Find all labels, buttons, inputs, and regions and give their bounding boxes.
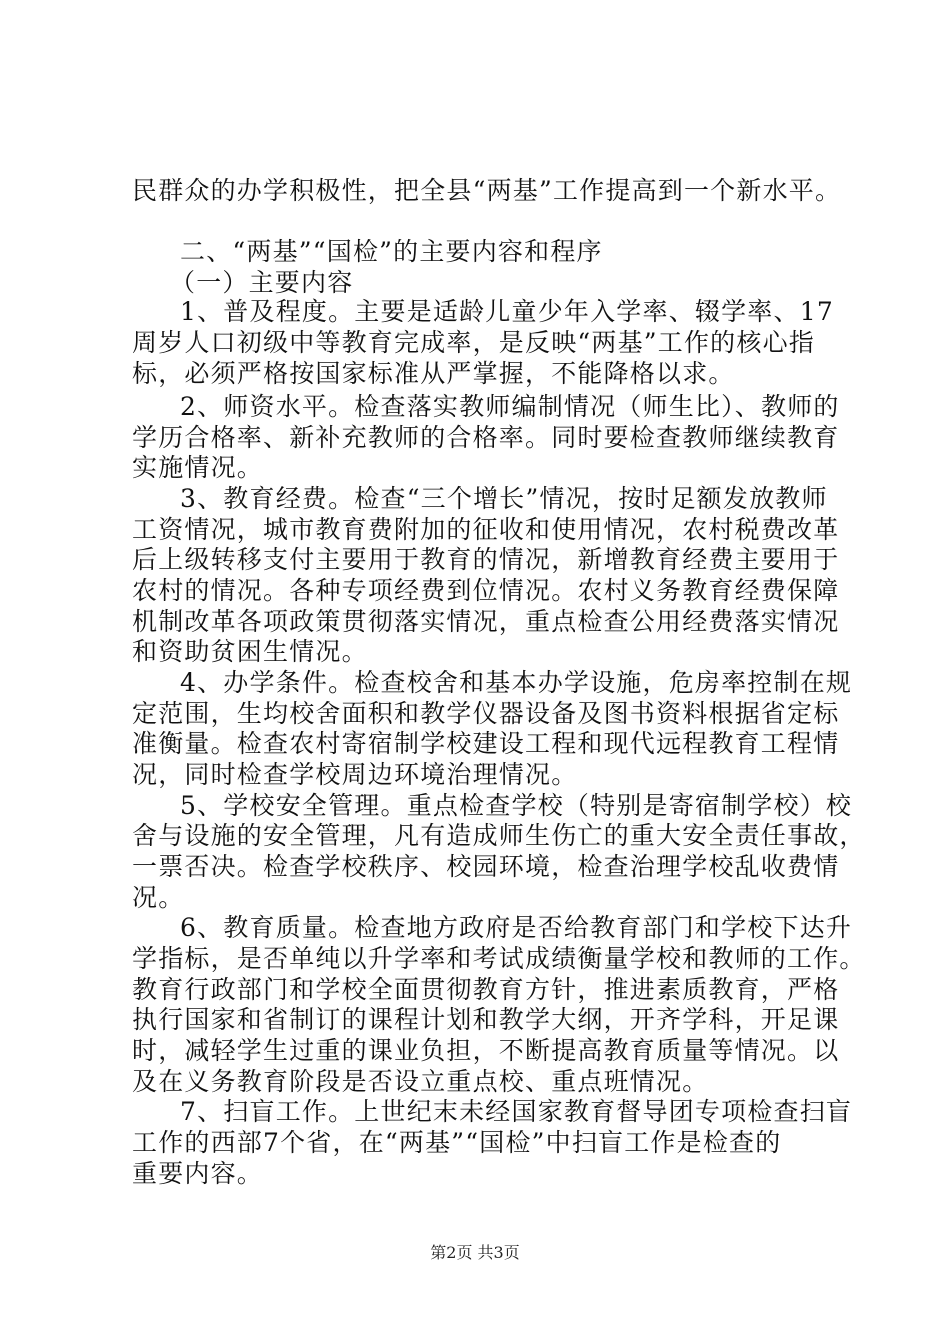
text-line: 4、办学条件。检查校舍和基本办学设施，危房率控制在规 <box>180 668 853 697</box>
text-line: 重要内容。 <box>132 1159 264 1188</box>
text-line: 工作的西部7个省，在“两基”“国检”中扫盲工作是检查的 <box>132 1128 782 1157</box>
text-line: 民群众的办学积极性，把全县“两基”工作提高到一个新水平。 <box>132 176 842 205</box>
text-line: 时，减轻学生过重的课业负担，不断提高教育质量等情况。以 <box>132 1036 840 1065</box>
text-line: 后上级转移支付主要用于教育的情况，新增教育经费主要用于 <box>132 545 840 574</box>
text-line: 5、学校安全管理。重点检查学校（特别是寄宿制学校）校 <box>180 791 853 820</box>
text-line: 学历合格率、新补充教师的合格率。同时要检查教师继续教育 <box>132 423 840 452</box>
text-line: 6、教育质量。检查地方政府是否给教育部门和学校下达升 <box>180 913 853 942</box>
text-line: 和资助贫困生情况。 <box>132 637 368 666</box>
text-line: 况，同时检查学校周边环境治理情况。 <box>132 760 578 789</box>
text-line: 教育行政部门和学校全面贯彻教育方针，推进素质教育，严格 <box>132 975 840 1004</box>
text-line: 舍与设施的安全管理，凡有造成师生伤亡的重大安全责任事故， <box>132 821 866 850</box>
text-line: 7、扫盲工作。上世纪末未经国家教育督导团专项检查扫盲 <box>180 1097 853 1126</box>
text-line: 机制改革各项政策贯彻落实情况，重点检查公用经费落实情况 <box>132 607 840 636</box>
text-line: 2、师资水平。检查落实教师编制情况（师生比）、教师的 <box>180 392 840 421</box>
text-line: 及在义务教育阶段是否设立重点校、重点班情况。 <box>132 1067 709 1096</box>
text-line: 况。 <box>132 883 185 912</box>
subsection-heading: （一）主要内容 <box>170 268 354 297</box>
text-line: 1、普及程度。主要是适龄儿童少年入学率、辍学率、17 <box>180 297 834 326</box>
text-line: 学指标，是否单纯以升学率和考试成绩衡量学校和教师的工作。 <box>132 944 866 973</box>
text-line: 定范围，生均校舍面积和教学仪器设备及图书资料根据省定标 <box>132 699 840 728</box>
section-heading: 二、“两基”“国检”的主要内容和程序 <box>180 237 603 266</box>
text-line: 3、教育经费。检查“三个增长”情况，按时足额发放教师 <box>180 484 828 513</box>
text-line: 一票否决。检查学校秩序、校园环境，检查治理学校乱收费情 <box>132 852 840 881</box>
text-line: 农村的情况。各种专项经费到位情况。农村义务教育经费保障 <box>132 576 840 605</box>
text-line: 标，必须严格按国家标准从严掌握，不能降格以求。 <box>132 359 735 388</box>
text-line: 周岁人口初级中等教育完成率，是反映“两基”工作的核心指 <box>132 328 815 357</box>
text-line: 执行国家和省制订的课程计划和教学大纲，开齐学科，开足课 <box>132 1005 840 1034</box>
text-line: 准衡量。检查农村寄宿制学校建设工程和现代远程教育工程情 <box>132 729 840 758</box>
text-line: 工资情况，城市教育费附加的征收和使用情况，农村税费改革 <box>132 515 840 544</box>
text-line: 实施情况。 <box>132 453 264 482</box>
page-footer: 第2页 共3页 <box>430 1243 520 1262</box>
